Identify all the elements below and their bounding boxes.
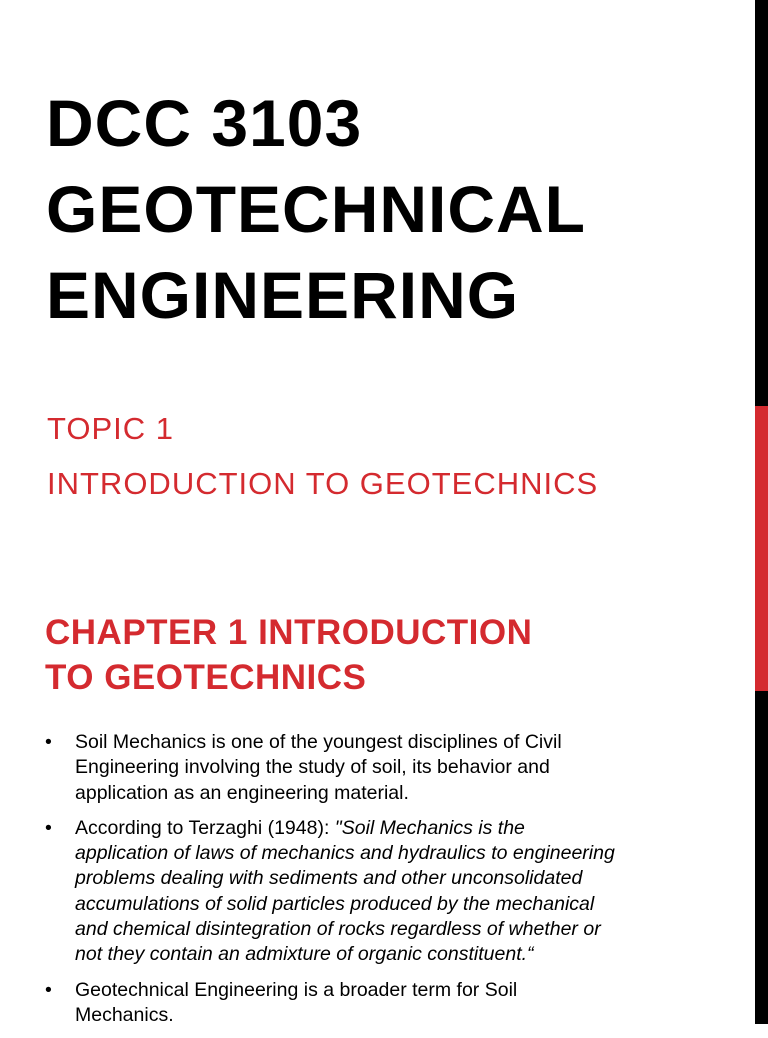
bullet-list bbox=[45, 730, 725, 1038]
bullet-3-line-1: Geotechnical Engineering is a broader term for Soil bbox=[75, 978, 518, 1001]
topic-title: INTRODUCTION TO GEOTECHNICS bbox=[47, 466, 599, 501]
bullet-dot: • bbox=[45, 816, 52, 839]
title-line-1: DCC 3103 bbox=[46, 86, 363, 160]
right-edge-accent-bar bbox=[755, 406, 768, 691]
terzaghi-attribution: According to Terzaghi (1948): bbox=[75, 816, 335, 839]
bullet-2-line-4: accumulations of solid particles produced by the mechanical bbox=[75, 892, 595, 915]
list-item bbox=[45, 978, 725, 1029]
bullet-dot: • bbox=[45, 731, 52, 753]
list-item bbox=[45, 730, 725, 806]
bullet-2-line-3: problems dealing with sediments and other unconsolidated bbox=[75, 867, 583, 890]
title-line-2: GEOTECHNICAL bbox=[46, 172, 586, 246]
list-item bbox=[45, 816, 725, 968]
bullet-1-line-2: Engineering involving the study of soil, its behavior and bbox=[75, 756, 550, 779]
terzaghi-quote-start: "Soil Mechanics is the bbox=[334, 816, 525, 839]
bullet-dot: • bbox=[45, 978, 52, 1001]
bullet-1-line-1: Soil Mechanics is one of the youngest disciplines of Civil bbox=[75, 731, 562, 753]
chapter-line-2: TO GEOTECHNICS bbox=[45, 658, 367, 697]
title-line-3: ENGINEERING bbox=[46, 258, 520, 332]
bullet-1-line-3: application as an engineering material. bbox=[75, 781, 409, 804]
bullet-2-line-5: and chemical disintegration of rocks regardless of whether or bbox=[75, 918, 601, 941]
chapter-line-1: CHAPTER 1 INTRODUCTION bbox=[45, 613, 533, 652]
bullet-2-line-1 bbox=[75, 816, 725, 841]
chapter-heading bbox=[45, 610, 745, 700]
topic-number: TOPIC 1 bbox=[47, 411, 175, 446]
bullet-2-line-6: not they contain an admixture of organic constituent.“ bbox=[75, 943, 534, 966]
bullet-3-line-2: Mechanics. bbox=[75, 1003, 174, 1026]
bullet-2-line-2: application of laws of mechanics and hydraulics to engineering bbox=[75, 842, 615, 865]
slide-title bbox=[46, 80, 746, 338]
